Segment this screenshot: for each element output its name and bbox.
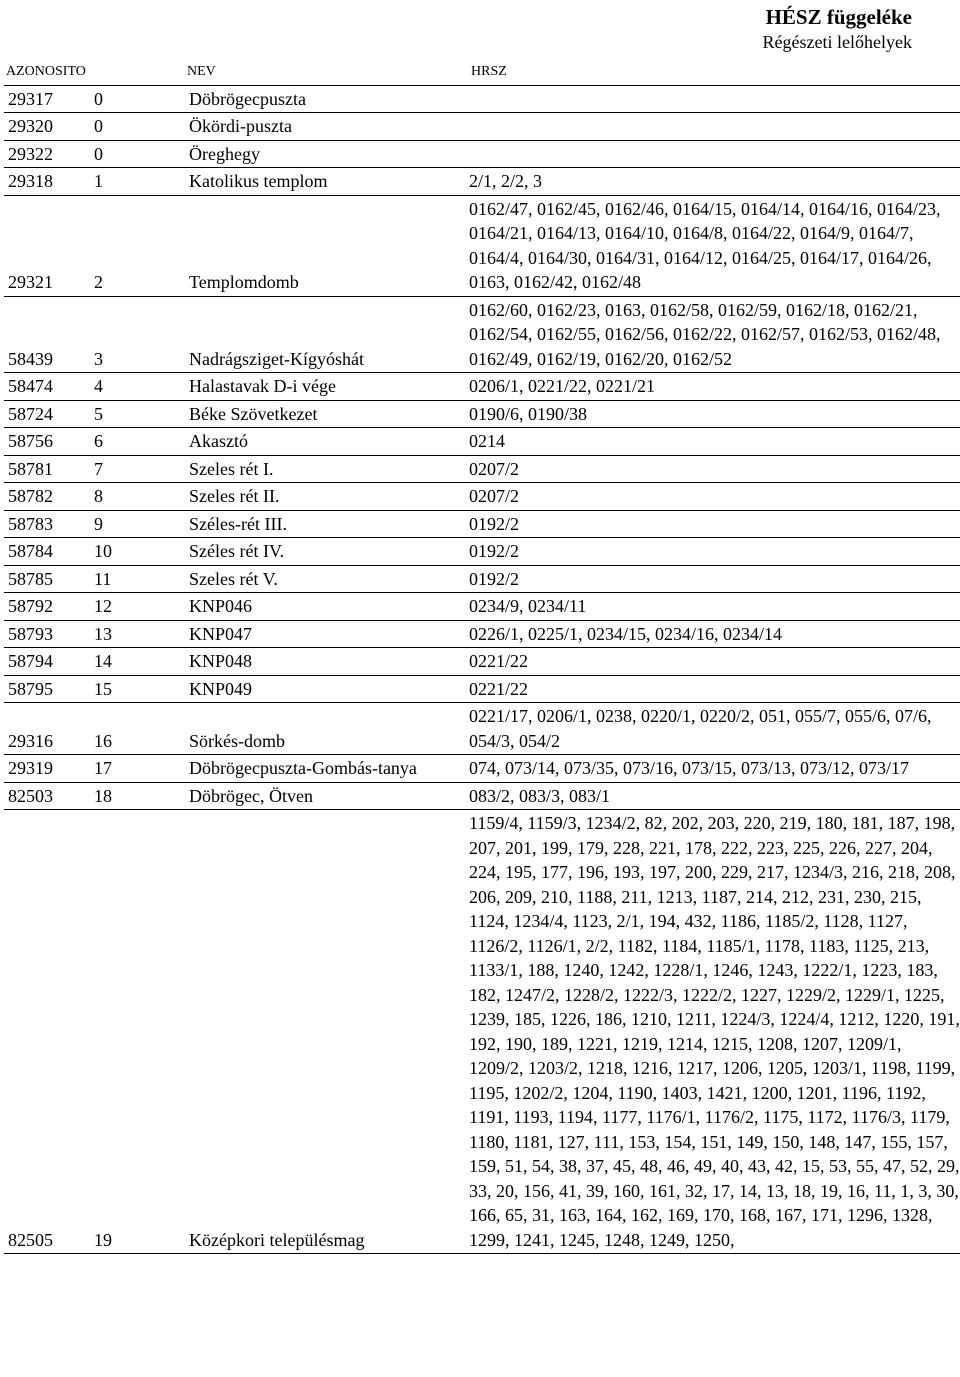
cell-nev: Döbrögecpuszta-Gombás-tanya	[185, 755, 469, 783]
cell-azonosito: 58781	[4, 455, 90, 483]
cell-number: 1	[90, 168, 185, 196]
table-body	[4, 85, 960, 1254]
cell-nev: Béke Szövetkezet	[185, 400, 469, 428]
cell-number: 7	[90, 455, 185, 483]
cell-nev: Szeles rét II.	[185, 483, 469, 511]
table-row	[4, 510, 960, 538]
cell-hrsz: 0190/6, 0190/38	[469, 400, 960, 428]
cell-hrsz: 0221/22	[469, 648, 960, 676]
cell-number: 18	[90, 782, 185, 810]
document-title: HÉSZ függeléke	[765, 5, 912, 29]
cell-hrsz: 2/1, 2/2, 3	[469, 168, 960, 196]
cell-number: 11	[90, 565, 185, 593]
cell-hrsz: 0226/1, 0225/1, 0234/15, 0234/16, 0234/14	[469, 620, 960, 648]
cell-nev: Halastavak D-i vége	[185, 373, 469, 401]
table-row	[4, 428, 960, 456]
cell-nev: Széles rét IV.	[185, 538, 469, 566]
table-row	[4, 782, 960, 810]
cell-number: 15	[90, 675, 185, 703]
cell-azonosito: 58793	[4, 620, 90, 648]
cell-number: 13	[90, 620, 185, 648]
table-row	[4, 755, 960, 783]
cell-azonosito: 58724	[4, 400, 90, 428]
cell-hrsz: 0206/1, 0221/22, 0221/21	[469, 373, 960, 401]
table-row	[4, 620, 960, 648]
cell-hrsz: 0214	[469, 428, 960, 456]
cell-hrsz: 083/2, 083/3, 083/1	[469, 782, 960, 810]
cell-hrsz	[469, 85, 960, 113]
table-row	[4, 400, 960, 428]
cell-azonosito: 58794	[4, 648, 90, 676]
column-header-azonosito: AZONOSITO	[4, 60, 90, 85]
cell-azonosito: 58795	[4, 675, 90, 703]
cell-azonosito: 29316	[4, 703, 90, 755]
cell-number: 4	[90, 373, 185, 401]
cell-hrsz: 0192/2	[469, 538, 960, 566]
cell-azonosito: 29322	[4, 140, 90, 168]
table-row	[4, 373, 960, 401]
table-row	[4, 195, 960, 296]
cell-hrsz: 0162/60, 0162/23, 0163, 0162/58, 0162/59, 0162/18, 0162/21, 0162/54, 0162/55, 0162/56, 0162/22, 0162/57, 0162/53, 0162/48, 0162/49, 0162/19, 0162/20, 0162/52	[469, 296, 960, 373]
sites-table	[4, 60, 960, 1254]
cell-hrsz: 0234/9, 0234/11	[469, 593, 960, 621]
cell-nev: KNP049	[185, 675, 469, 703]
cell-nev: Szeles rét V.	[185, 565, 469, 593]
cell-azonosito: 29320	[4, 113, 90, 141]
table-row	[4, 168, 960, 196]
cell-nev: Nadrágsziget-Kígyóshát	[185, 296, 469, 373]
cell-number: 0	[90, 85, 185, 113]
cell-azonosito: 29319	[4, 755, 90, 783]
table-row	[4, 593, 960, 621]
cell-number: 10	[90, 538, 185, 566]
table-row	[4, 113, 960, 141]
cell-hrsz: 0207/2	[469, 483, 960, 511]
cell-number: 16	[90, 703, 185, 755]
cell-nev: Katolikus templom	[185, 168, 469, 196]
cell-hrsz: 1159/4, 1159/3, 1234/2, 82, 202, 203, 220, 219, 180, 181, 187, 198, 207, 201, 199, 179, 228, 221, 178, 222, 223, 225, 226, 227, 204, 224, 195, 177, 196, 193, 197, 200, 229, 217, 1234/3, 216, 218, 208, 206, 209, 210, 1188, 211, 1213, 1187, 214, 212, 231, 230, 215, 1124, 1234/4, 1123, 2/1, 194, 432, 1186, 1185/2, 1128, 1127, 1126/2, 1126/1, 2/2, 1182, 1184, 1185/1, 1178, 1183, 1125, 213, 1133/1, 188, 1240, 1242, 1228/1, 1246, 1243, 1222/1, 1223, 183, 182, 1247/2, 1228/2, 1222/3, 1222/2, 1227, 1229/2, 1229/1, 1225, 1239, 185, 1226, 186, 1210, 1211, 1224/3, 1224/4, 1212, 1220, 191, 192, 190, 189, 1221, 1219, 1214, 1215, 1208, 1207, 1209/1, 1209/2, 1203/2, 1218, 1216, 1217, 1206, 1205, 1203/1, 1198, 1199, 1195, 1202/2, 1204, 1190, 1403, 1421, 1200, 1201, 1196, 1192, 1191, 1193, 1194, 1177, 1176/1, 1176/2, 1175, 1172, 1176/3, 1179, 1180, 1181, 127, 111, 153, 154, 151, 149, 150, 148, 147, 155, 157, 159, 51, 54, 38, 37, 45, 48, 46, 49, 40, 43, 42, 15, 53, 55, 47, 52, 29, 33, 20, 156, 41, 39, 160, 161, 32, 17, 14, 13, 18, 19, 16, 11, 1, 3, 30, 166, 65, 31, 163, 164, 162, 169, 170, 168, 167, 171, 1296, 1328, 1299, 1241, 1245, 1248, 1249, 1250,	[469, 810, 960, 1254]
cell-nev: Sörkés-domb	[185, 703, 469, 755]
table-row	[4, 565, 960, 593]
cell-number: 5	[90, 400, 185, 428]
cell-nev: Széles-rét III.	[185, 510, 469, 538]
cell-number: 17	[90, 755, 185, 783]
cell-azonosito: 58756	[4, 428, 90, 456]
cell-nev: Középkori településmag	[185, 810, 469, 1254]
cell-hrsz	[469, 140, 960, 168]
table-row	[4, 85, 960, 113]
cell-hrsz: 074, 073/14, 073/35, 073/16, 073/15, 073/13, 073/12, 073/17	[469, 755, 960, 783]
cell-hrsz: 0221/17, 0206/1, 0238, 0220/1, 0220/2, 051, 055/7, 055/6, 07/6, 054/3, 054/2	[469, 703, 960, 755]
cell-azonosito: 29317	[4, 85, 90, 113]
cell-nev: KNP048	[185, 648, 469, 676]
column-header-hrsz: HRSZ	[469, 60, 960, 85]
cell-number: 6	[90, 428, 185, 456]
table-row	[4, 296, 960, 373]
cell-hrsz: 0207/2	[469, 455, 960, 483]
cell-number: 8	[90, 483, 185, 511]
cell-hrsz: 0192/2	[469, 510, 960, 538]
table-row	[4, 810, 960, 1254]
cell-hrsz: 0162/47, 0162/45, 0162/46, 0164/15, 0164/14, 0164/16, 0164/23, 0164/21, 0164/13, 0164/10, 0164/8, 0164/22, 0164/9, 0164/7, 0164/4, 0164/30, 0164/31, 0164/12, 0164/25, 0164/17, 0164/26, 0163, 0162/42, 0162/48	[469, 195, 960, 296]
cell-nev: Öreghegy	[185, 140, 469, 168]
cell-hrsz	[469, 113, 960, 141]
column-header-nev: NEV	[90, 60, 469, 85]
cell-nev: KNP046	[185, 593, 469, 621]
cell-number: 14	[90, 648, 185, 676]
cell-azonosito: 82503	[4, 782, 90, 810]
cell-azonosito: 58783	[4, 510, 90, 538]
cell-azonosito: 58792	[4, 593, 90, 621]
cell-nev: Ökördi-puszta	[185, 113, 469, 141]
cell-nev: Akasztó	[185, 428, 469, 456]
cell-azonosito: 58785	[4, 565, 90, 593]
table-row	[4, 675, 960, 703]
cell-azonosito: 58782	[4, 483, 90, 511]
cell-nev: Szeles rét I.	[185, 455, 469, 483]
cell-number: 12	[90, 593, 185, 621]
document-subtitle: Régészeti lelőhelyek	[762, 32, 912, 52]
cell-number: 2	[90, 195, 185, 296]
cell-azonosito: 58474	[4, 373, 90, 401]
cell-nev: KNP047	[185, 620, 469, 648]
cell-nev: Döbrögec, Ötven	[185, 782, 469, 810]
cell-number: 3	[90, 296, 185, 373]
cell-azonosito: 29321	[4, 195, 90, 296]
cell-azonosito: 82505	[4, 810, 90, 1254]
cell-number: 0	[90, 113, 185, 141]
table-row	[4, 455, 960, 483]
table-row	[4, 140, 960, 168]
cell-nev: Döbrögecpuszta	[185, 85, 469, 113]
table-row	[4, 648, 960, 676]
page-header	[763, 4, 912, 54]
table-row	[4, 538, 960, 566]
cell-nev: Templomdomb	[185, 195, 469, 296]
cell-number: 19	[90, 810, 185, 1254]
cell-hrsz: 0192/2	[469, 565, 960, 593]
cell-azonosito: 29318	[4, 168, 90, 196]
cell-number: 0	[90, 140, 185, 168]
cell-number: 9	[90, 510, 185, 538]
table-header-row	[4, 60, 960, 85]
table-row	[4, 483, 960, 511]
cell-azonosito: 58784	[4, 538, 90, 566]
table-row	[4, 703, 960, 755]
cell-azonosito: 58439	[4, 296, 90, 373]
cell-hrsz: 0221/22	[469, 675, 960, 703]
